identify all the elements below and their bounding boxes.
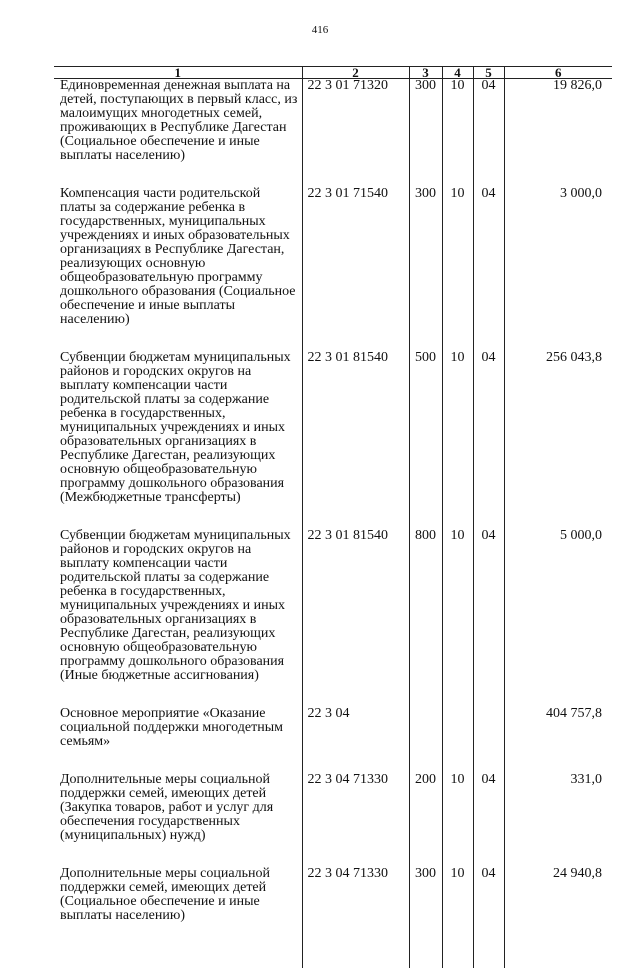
table-filler-row	[54, 947, 612, 968]
table-row	[54, 351, 612, 529]
table-row	[54, 707, 612, 773]
item-description: Дополнительные меры социальной поддержки семей, имеющих детей (Закупка товаров, работ и услуг для обеспечения государственных (муниципальных) нужд)	[54, 773, 302, 867]
table-row	[54, 773, 612, 867]
item-col-3: 300	[409, 79, 442, 188]
item-code: 22 3 01 81540	[302, 529, 409, 707]
header-col-6: 6	[504, 67, 612, 79]
item-col-5: 04	[473, 187, 504, 351]
item-col-5	[473, 707, 504, 773]
item-amount: 19 826,0	[504, 79, 612, 188]
item-col-3: 500	[409, 351, 442, 529]
item-description: Субвенции бюджетам муниципальных районов и городских округов на выплату компенсации части родительской платы за содержание ребенка в государственных, муниципальных учреждениях и иных образовательных организациях в Республике Дагестан, реализующих основную общеобразовательную программу дошкольного образования (Иные бюджетные ассигнования)	[54, 529, 302, 707]
item-amount: 331,0	[504, 773, 612, 867]
item-description: Основное мероприятие «Оказание социальной поддержки многодетным семьям»	[54, 707, 302, 773]
item-col-4: 10	[442, 867, 473, 947]
header-col-4: 4	[442, 67, 473, 79]
item-code: 22 3 01 81540	[302, 351, 409, 529]
header-col-3: 3	[409, 67, 442, 79]
item-description: Субвенции бюджетам муниципальных районов и городских округов на выплату компенсации части родительской платы за содержание ребенка в государственных, муниципальных учреждениях и иных образовательных организациях в Республике Дагестан, реализующих основную общеобразовательную программу дошкольного образования (Межбюджетные трансферты)	[54, 351, 302, 529]
item-amount: 24 940,8	[504, 867, 612, 947]
item-amount: 256 043,8	[504, 351, 612, 529]
item-col-5: 04	[473, 351, 504, 529]
header-row	[54, 67, 612, 79]
table-row	[54, 79, 612, 188]
item-code: 22 3 01 71320	[302, 79, 409, 188]
item-col-4: 10	[442, 187, 473, 351]
item-col-5: 04	[473, 79, 504, 188]
item-col-3: 300	[409, 187, 442, 351]
item-amount: 404 757,8	[504, 707, 612, 773]
item-col-4: 10	[442, 79, 473, 188]
page-number: 416	[311, 24, 329, 36]
item-code: 22 3 04	[302, 707, 409, 773]
item-col-5: 04	[473, 773, 504, 867]
item-col-4: 10	[442, 773, 473, 867]
item-description: Дополнительные меры социальной поддержки семей, имеющих детей (Социальное обеспечение и иные выплаты населению)	[54, 867, 302, 947]
item-col-3: 800	[409, 529, 442, 707]
item-col-3: 200	[409, 773, 442, 867]
table-row	[54, 867, 612, 947]
header-col-1: 1	[54, 67, 302, 79]
budget-table	[54, 66, 612, 968]
header-col-2: 2	[302, 67, 409, 79]
item-col-5: 04	[473, 867, 504, 947]
table-row	[54, 187, 612, 351]
table-row	[54, 529, 612, 707]
item-description: Компенсация части родительской платы за содержание ребенка в государственных, муниципальных учреждениях и иных образовательных организациях в Республике Дагестан, реализующих основную общеобразовательную программу дошкольного образования (Социальное обеспечение и иные выплаты населению)	[54, 187, 302, 351]
item-code: 22 3 01 71540	[302, 187, 409, 351]
item-amount: 5 000,0	[504, 529, 612, 707]
item-col-3	[409, 707, 442, 773]
item-col-5: 04	[473, 529, 504, 707]
item-code: 22 3 04 71330	[302, 773, 409, 867]
item-description: Единовременная денежная выплата на детей, поступающих в первый класс, из малоимущих многодетных семей, проживающих в Республике Дагестан (Социальное обеспечение и иные выплаты населению)	[54, 79, 302, 188]
item-col-4	[442, 707, 473, 773]
item-col-4: 10	[442, 351, 473, 529]
item-amount: 3 000,0	[504, 187, 612, 351]
item-code: 22 3 04 71330	[302, 867, 409, 947]
header-col-5: 5	[473, 67, 504, 79]
item-col-4: 10	[442, 529, 473, 707]
item-col-3: 300	[409, 867, 442, 947]
